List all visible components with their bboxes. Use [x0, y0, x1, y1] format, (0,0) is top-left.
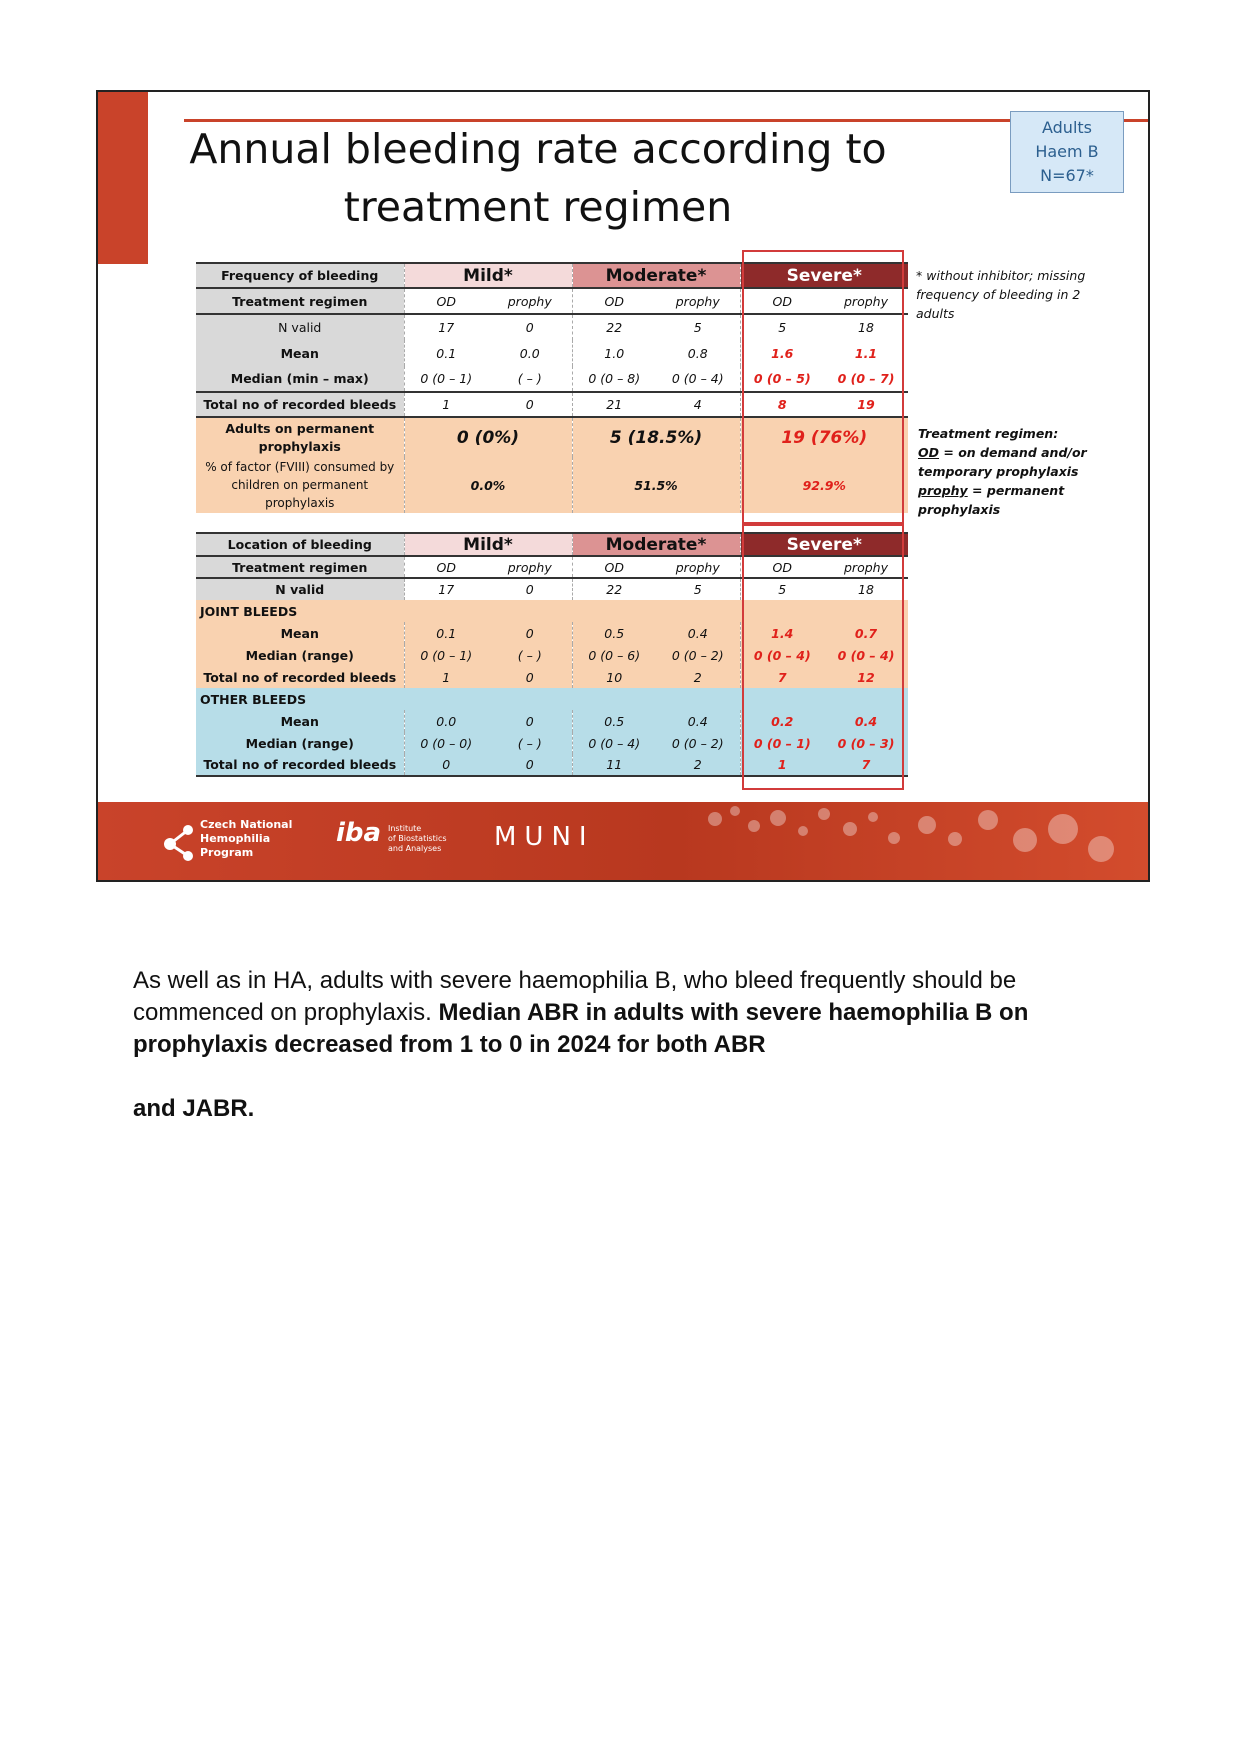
body-paragraph: [133, 965, 1103, 1061]
cell: 18: [858, 320, 874, 335]
slide-footer: [98, 802, 1148, 882]
cell: 0 (0 – 8): [572, 366, 656, 392]
cell: 0: [525, 320, 534, 335]
title-line-1: Annual bleeding rate according to: [189, 125, 887, 173]
cell: 4: [693, 397, 702, 412]
cell: OD: [572, 556, 656, 578]
row-label: Median (min – max): [196, 366, 404, 392]
row-label: Adults on permanent prophylaxis: [196, 417, 404, 457]
cell-highlight: 0.2: [740, 710, 824, 732]
cell: 0 (0 – 0): [404, 732, 488, 754]
population-badge: [1010, 111, 1124, 193]
cell: 0 (0 – 4): [671, 371, 724, 386]
cell-highlight: 0 (0 – 7): [837, 371, 895, 386]
cell: prophy: [507, 559, 552, 575]
cell: OD: [572, 288, 656, 314]
cell: 21: [572, 392, 656, 417]
cell: 0: [488, 710, 572, 732]
footnote: * without inhibitor; missing frequency of bleeding in 2 adults: [916, 268, 1086, 321]
cell: 0.0%: [404, 457, 572, 513]
cell: 0: [488, 666, 572, 688]
cell: 0 (0 – 2): [656, 644, 740, 666]
cell: 0.1: [404, 622, 488, 644]
cell: 0.1: [404, 340, 488, 366]
regimen-legend: [918, 424, 1148, 519]
group-mild: Mild*: [404, 263, 572, 288]
cell: 0 (0 – 1): [404, 644, 488, 666]
cell: 22: [572, 314, 656, 340]
cell: 0.5: [572, 622, 656, 644]
cell: 0 (0 – 1): [404, 366, 488, 392]
cell: 0.4: [656, 710, 740, 732]
cnhp-logo-icon: [162, 822, 196, 862]
cell-highlight: 19: [857, 397, 875, 412]
cell: 5 (18.5%): [572, 417, 740, 457]
legend-prophy: [918, 481, 1148, 519]
cell: 0.4: [656, 622, 740, 644]
cell: 0.0: [519, 345, 540, 361]
section-joint-bleeds: JOINT BLEEDS: [196, 600, 908, 622]
cell-highlight: 1.1: [854, 345, 878, 361]
group-moderate: Moderate*: [572, 263, 740, 288]
cell-highlight: 0.7: [824, 622, 908, 644]
cell: 5: [693, 320, 702, 335]
cell: OD: [740, 556, 824, 578]
cnhp-line: Program: [200, 846, 254, 859]
section-other-bleeds: OTHER BLEEDS: [196, 688, 908, 710]
cell-highlight: 92.9%: [740, 457, 908, 513]
cell: 11: [572, 754, 656, 776]
row-label: % of factor (FVIII) consumed by children on permanent prophylaxis: [196, 457, 404, 513]
iba-line: of Biostatistics: [388, 834, 447, 843]
cell-highlight: 1: [740, 754, 824, 776]
title-line-2: treatment regimen: [343, 183, 733, 231]
cell-highlight: 12: [824, 666, 908, 688]
cell: 0 (0%): [404, 417, 572, 457]
row-label: Total no of recorded bleeds: [196, 392, 404, 417]
cell: 22: [572, 578, 656, 600]
cell: prophy: [844, 293, 888, 309]
iba-line: Institute: [388, 824, 422, 833]
cell-highlight: 0 (0 – 5): [740, 366, 824, 392]
row-label: Total no of recorded bleeds: [196, 666, 404, 688]
cell-highlight: 7: [824, 754, 908, 776]
legend-od: [918, 443, 1148, 481]
cell-highlight: 8: [740, 392, 824, 417]
cell: 0 (0 – 2): [656, 732, 740, 754]
iba-line: and Analyses: [388, 844, 442, 853]
cnhp-line: Hemophilia: [200, 832, 271, 845]
cell-highlight: 7: [740, 666, 824, 688]
cell: prophy: [507, 293, 552, 309]
cell: 0 (0 – 6): [572, 644, 656, 666]
cell: 1: [404, 666, 488, 688]
row-label: Median (range): [196, 644, 404, 666]
cell: 5: [693, 582, 702, 597]
row-label: Treatment regimen: [196, 288, 404, 314]
body-text-bold: Median ABR in adults with severe haemophilia B on prophylaxis decreased from 1 to 0 in 2024 for both ABR: [133, 999, 1029, 1058]
badge-line: N=67*: [1040, 166, 1094, 185]
header-label: Frequency of bleeding: [196, 263, 404, 288]
cell: 17: [404, 314, 488, 340]
group-moderate: Moderate*: [572, 533, 740, 556]
row-label: N valid: [196, 314, 404, 340]
cell-highlight: 0 (0 – 3): [824, 732, 908, 754]
cell: 51.5%: [572, 457, 740, 513]
cell: 0: [525, 397, 534, 412]
cell: OD: [404, 288, 488, 314]
cell: OD: [404, 556, 488, 578]
cell: 0.8: [687, 345, 708, 361]
cell: 18: [858, 582, 874, 597]
group-severe: Severe*: [740, 533, 908, 556]
slide: [96, 90, 1150, 882]
row-label: Total no of recorded bleeds: [196, 754, 404, 776]
cell: 10: [572, 666, 656, 688]
row-label: Mean: [196, 340, 404, 366]
row-label: Mean: [196, 710, 404, 732]
cell: 0: [488, 754, 572, 776]
badge-line: Haem B: [1035, 142, 1099, 161]
cell: OD: [740, 288, 824, 314]
legend-od-text: = on demand and/or temporary prophylaxis: [918, 445, 1087, 479]
iba-logo-text: [388, 824, 447, 854]
muni-logo: MUNI: [494, 822, 595, 852]
row-label: Median (range): [196, 732, 404, 754]
cell: 0: [525, 582, 534, 597]
slide-title: [178, 120, 898, 236]
cell: prophy: [675, 293, 720, 309]
severe-highlight-box: [742, 250, 904, 526]
cell: ( – ): [488, 644, 572, 666]
body-text-normal: As well as in HA, adults with severe haemophilia B, who bleed frequently should be commenced on prophylaxis.: [133, 967, 1017, 1026]
cell: 0.5: [572, 710, 656, 732]
cell-highlight: 0.4: [824, 710, 908, 732]
row-label: N valid: [196, 578, 404, 600]
cell: 0.0: [404, 710, 488, 732]
accent-bar: [98, 92, 148, 264]
row-label: Treatment regimen: [196, 556, 404, 578]
cell: 0: [404, 754, 488, 776]
header-label: Location of bleeding: [196, 533, 404, 556]
cell: ( – ): [488, 732, 572, 754]
cell: 1: [404, 392, 488, 417]
cell-highlight: 0 (0 – 4): [740, 644, 824, 666]
cell: prophy: [844, 559, 888, 575]
group-mild: Mild*: [404, 533, 572, 556]
cell-highlight: 19 (76%): [740, 417, 908, 457]
cell-highlight: 0 (0 – 4): [824, 644, 908, 666]
iba-logo: iba: [336, 818, 382, 848]
severe-highlight-box: [742, 522, 904, 790]
cell: 2: [656, 666, 740, 688]
cell-highlight: 1.6: [740, 340, 824, 366]
group-severe: Severe*: [740, 263, 908, 288]
cell: prophy: [675, 559, 720, 575]
cell: 17: [404, 578, 488, 600]
cnhp-logo-text: [200, 818, 292, 860]
cell: 5: [740, 578, 824, 600]
legend-prophy-text: = permanent prophylaxis: [918, 483, 1065, 517]
cnhp-line: Czech National: [200, 818, 293, 831]
row-label: Mean: [196, 622, 404, 644]
cell: ( – ): [517, 371, 542, 386]
cell: 2: [656, 754, 740, 776]
legend-od-key: OD: [918, 445, 940, 460]
cell: 1.0: [572, 340, 656, 366]
cell-highlight: 0 (0 – 1): [740, 732, 824, 754]
cell: 5: [740, 314, 824, 340]
badge-line: Adults: [1041, 118, 1092, 137]
body-paragraph-end: and JABR.: [133, 1095, 255, 1122]
cell-highlight: 1.4: [740, 622, 824, 644]
legend-title: Treatment regimen:: [918, 426, 1059, 441]
cell: 0: [488, 622, 572, 644]
legend-prophy-key: prophy: [918, 483, 968, 498]
cell: 0 (0 – 4): [572, 732, 656, 754]
